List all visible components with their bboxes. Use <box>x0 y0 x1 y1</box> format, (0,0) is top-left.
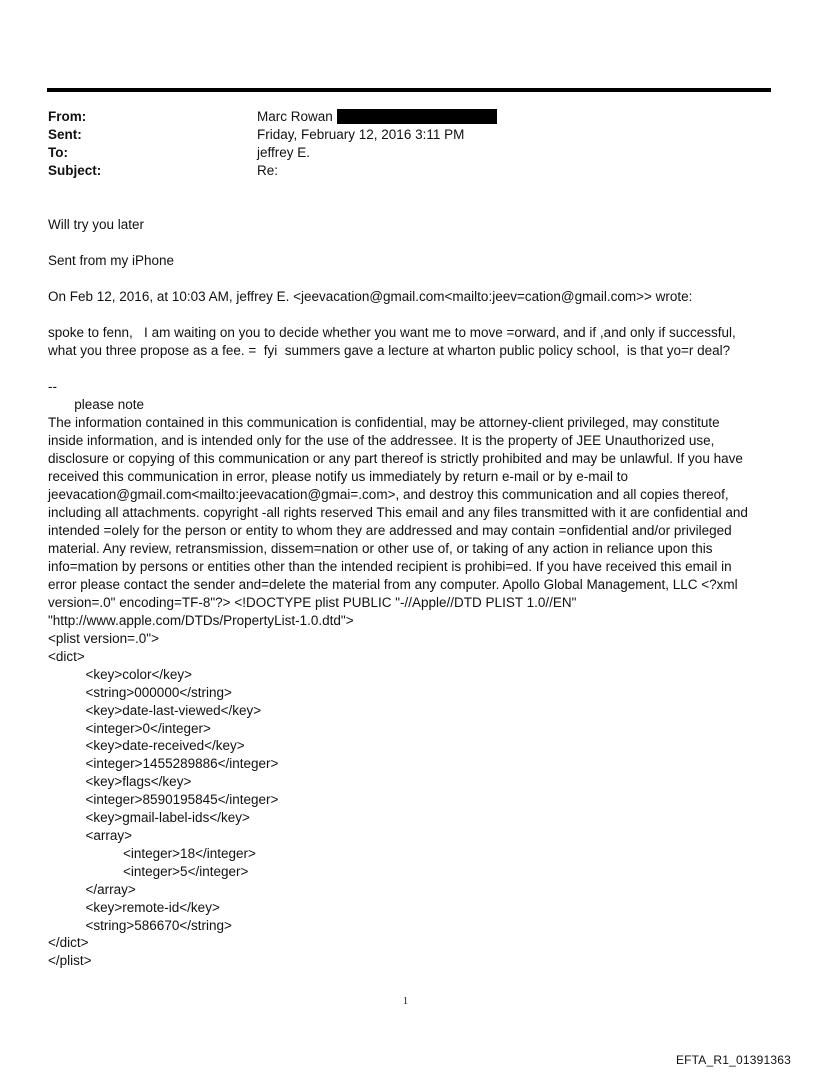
to-value: jeffrey E. <box>257 145 311 160</box>
subject-row <box>48 162 497 180</box>
sent-value: Friday, February 12, 2016 3:11 PM <box>257 127 465 142</box>
page-number: 1 <box>403 996 408 1007</box>
sent-label: Sent: <box>48 127 82 142</box>
to-label: To: <box>48 145 68 160</box>
subject-value: Re: <box>257 163 279 178</box>
disclaimer-text: The information contained in this communication is confidential, may be attorney-client privileged, may constitute inside information, and is intended only for the use of the addressee. It is the property of JEE Unauthorized use, disclosure or copying of this communication or any part thereof is strictly prohibited and may be unlawful. If you have received this communication in error, please notify us immediately by return e-mail or by e-mail to jeevacation@gmail.com<mailto:jeevacation@gmai=.com>, and destroy this communication and all copies thereof, including all attachments. copyright -all rights reserved This email and any files transmitted with it are confidential and intended =olely for the person or entity to whom they are addressed and may contain =onfidential and/or privileged material. Any review, retransmission, dissem=nation or other use of, or taking of any action in reliance upon this info=mation by persons or entities other than the intended recipient is prohibi=ed. If you have received this email in error please contact the sender and=delete the material from any computer. Apollo Global Management, LLC <?xml version=.0" encoding=TF-8"?> <!DOCTYPE plist PUBLIC "-//Apple//DTD PLIST 1.0//EN" "http://www.apple.com/DTDs/PropertyList-1.0.dtd"> <box>48 415 748 628</box>
from-value <box>257 108 497 126</box>
reply-line: Will try you later <box>48 217 145 232</box>
sent-row <box>48 126 497 144</box>
from-row <box>48 108 497 126</box>
from-label: From: <box>48 109 87 124</box>
from-name: Marc Rowan <box>257 109 333 124</box>
header-rule <box>47 88 771 92</box>
signature-note: -- please note <box>48 379 145 412</box>
plist-xml-block: <plist version=.0"> <dict> <key>color</key> <string>000000</string> <key>date-last-viewed</key> <integer>0</integer> <key>date-received</key> <integer>1455289886</integer> <key>flags</key> <integer>8590195845</integer> <key>gmail-label-ids</key> <array> <integer>18</integer> <integer>5</integer> </array> <key>remote-id</key> <string>586670</string> </dict> </plist> <box>48 631 279 969</box>
email-header <box>48 108 497 180</box>
bates-number: EFTA_R1_01391363 <box>675 1053 791 1067</box>
to-row <box>48 144 497 162</box>
sent-from-line: Sent from my iPhone <box>48 253 175 268</box>
subject-label: Subject: <box>48 163 102 178</box>
quote-attribution: On Feb 12, 2016, at 10:03 AM, jeffrey E. <jeevacation@gmail.com<mailto:jeev=cation@gmail.com>> wrote: <box>48 289 693 304</box>
redaction-bar <box>337 109 497 124</box>
quoted-message: spoke to fenn, I am waiting on you to decide whether you want me to move =orward, and if ,and only if successful, what you three propose as a fee. = fyi summers gave a lecture at wharton public policy school, is that yo=r deal? <box>48 325 736 358</box>
